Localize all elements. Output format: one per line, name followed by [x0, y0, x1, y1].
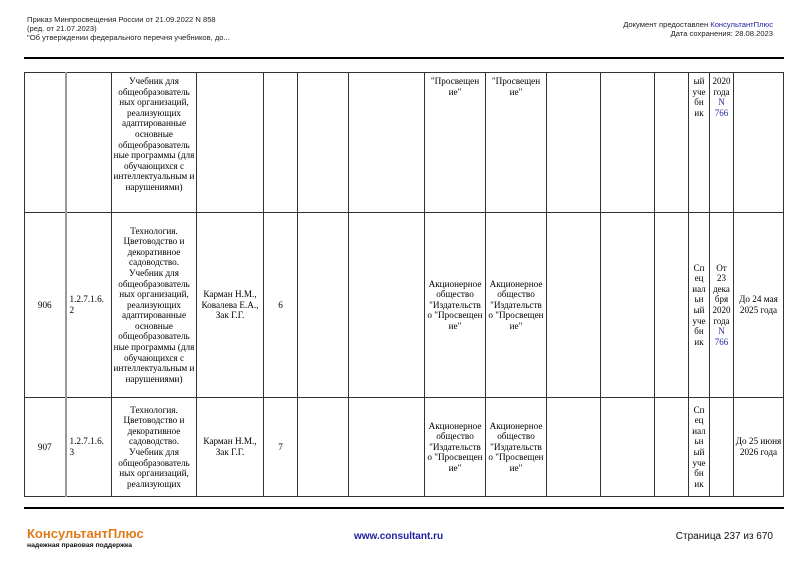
row-title: Технология. Цветоводство и декоративное садоводство. Учебник для общеобразователь ных организаций, реализующих адаптированные основные общеобразователь ные программы (для обучающихся с интеллектуальным и нарушениями) [112, 213, 197, 398]
footer-tagline: надежная правовая поддержка [27, 542, 133, 549]
row-valid-until: До 25 июня 2026 года [734, 398, 784, 497]
row-col6 [298, 213, 349, 398]
row-col6 [298, 398, 349, 497]
row-title: Технология. Цветоводство и декоративное садоводство. Учебник для общеобразователь ных организаций, реализующих [112, 398, 197, 497]
row-order [710, 398, 734, 497]
provider-label: Документ предоставлен [623, 20, 711, 29]
row-grade [264, 73, 298, 213]
row-number: 907 [25, 398, 66, 497]
row-authors: Карман Н.М., Ковалева Е.А., Зак Г.Г. [197, 213, 264, 398]
row-rights-holder: Акционерное общество "Издательств о "Просвещен ие" [486, 213, 547, 398]
row-col6 [298, 73, 349, 213]
document-header-info [27, 15, 230, 42]
row-number: 906 [25, 213, 66, 398]
row-rights-holder: Акционерное общество "Издательств о "Просвещен ие" [486, 398, 547, 497]
row-col10 [547, 213, 601, 398]
footer-brand-logo[interactable]: КонсультантПлюс [27, 526, 144, 541]
row-col12 [655, 213, 689, 398]
order-link[interactable]: N 766 [714, 97, 729, 118]
page-counter: Страница 237 из 670 [675, 531, 773, 542]
row-col10 [547, 398, 601, 497]
row-order [710, 73, 734, 213]
row-col12 [655, 73, 689, 213]
row-type: Сп ец иал ьн ый уче бн ик [689, 398, 710, 497]
row-col7 [349, 213, 425, 398]
row-authors [197, 73, 264, 213]
header-divider [24, 57, 784, 59]
order-title: Приказ Минпросвещения России от 21.09.2022 N 858 [27, 15, 216, 24]
row-publisher: "Просвещен ие" [425, 73, 486, 213]
order-text: От 23 дека бря 2020 года [712, 262, 731, 326]
row-authors: Карман Н.М., Зак Г.Г. [197, 398, 264, 497]
row-code: 1.2.7.1.6. 3 [66, 398, 112, 497]
textbook-table [24, 72, 784, 497]
row-col11 [601, 213, 655, 398]
table-row [25, 213, 784, 398]
save-date: Дата сохранения: 28.08.2023 [670, 29, 773, 38]
footer-website-link[interactable]: www.consultant.ru [354, 531, 444, 542]
row-type: Сп ец иал ьн ый уче бн ик [689, 213, 710, 398]
table-row [25, 398, 784, 497]
row-number [25, 73, 66, 213]
order-revision: (ред. от 21.07.2023) [27, 24, 97, 33]
order-subject: "Об утверждении федерального перечня учебников, до... [27, 33, 230, 42]
row-code: 1.2.7.1.6. 2 [66, 213, 112, 398]
row-valid-until [734, 73, 784, 213]
order-link[interactable]: N 766 [714, 326, 729, 347]
row-rights-holder: "Просвещен ие" [486, 73, 547, 213]
row-col11 [601, 398, 655, 497]
row-col7 [349, 398, 425, 497]
order-text: 2020 года [712, 76, 731, 97]
row-valid-until: До 24 мая 2025 года [734, 213, 784, 398]
row-order [710, 213, 734, 398]
footer-divider [24, 507, 784, 509]
row-code [66, 73, 112, 213]
row-grade: 6 [264, 213, 298, 398]
row-grade: 7 [264, 398, 298, 497]
document-provider-info [623, 20, 773, 38]
row-col7 [349, 73, 425, 213]
row-title: Учебник для общеобразователь ных организаций, реализующих адаптированные основные общеобразователь ные программы (для обучающихся с интеллектуальным и нарушениями) [112, 73, 197, 213]
row-col12 [655, 398, 689, 497]
table-row [25, 73, 784, 213]
row-publisher: Акционерное общество "Издательств о "Просвещен ие" [425, 213, 486, 398]
row-publisher: Акционерное общество "Издательств о "Просвещен ие" [425, 398, 486, 497]
provider-brand-link[interactable]: КонсультантПлюс [710, 20, 773, 29]
row-col10 [547, 73, 601, 213]
row-type: ый уче бн ик [689, 73, 710, 213]
row-col11 [601, 73, 655, 213]
